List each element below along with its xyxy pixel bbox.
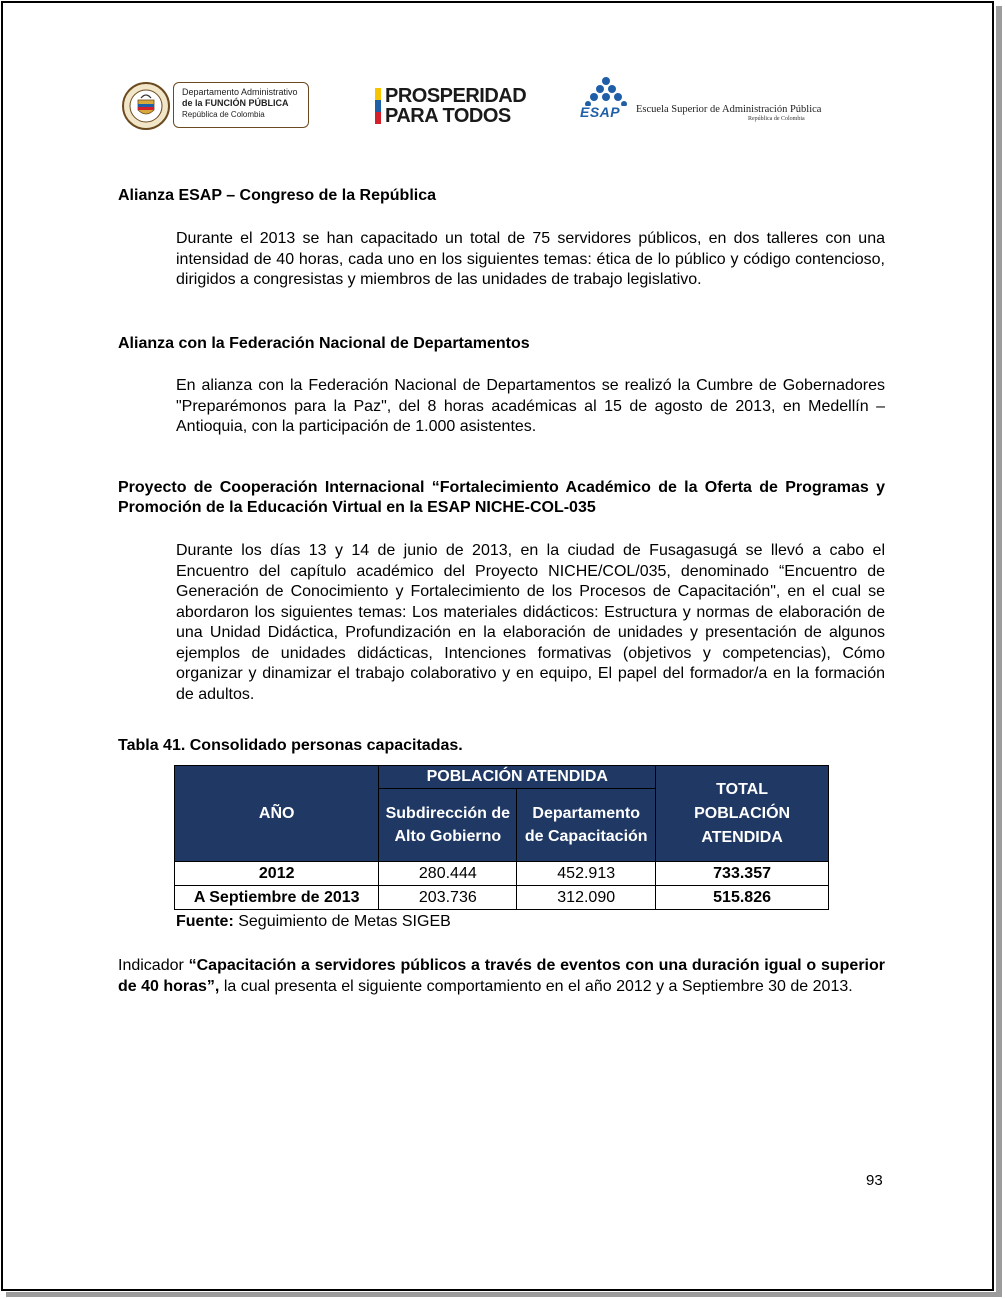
- esap-sub: República de Colombia: [748, 116, 805, 122]
- col-dep-header: Departamento de Capacitación: [517, 789, 656, 862]
- page-shadow-bottom: [6, 1292, 1002, 1297]
- section-body-niche: Durante los días 13 y 14 de junio de 2013, en la ciudad de Fusagasugá se llevó a cabo el Encuentro del capítulo académico del Proyecto NICHE/COL/035, denominado “Encuentro de Generación de Conocimiento y Fortalecimiento de los Procesos de Capacitación", en el cual se abordaron los siguientes temas: Los materiales didácticos: Estructura y normas de elaboración de una Unidad Didáctica, Profundización en la elaboración de unidades y presentación de algunos ejemplos de unidades didácticas, Intenciones formativas (objetivos y competencias), Cómo organizar y dinamizar el trabajo colaborativo y en equipo, El papel del formador/a en la formación de adultos.: [176, 542, 885, 703]
- row-year: A Septiembre de 2013: [175, 886, 379, 910]
- esap-wordmark: ESAP: [580, 104, 621, 120]
- esap-name: Escuela Superior de Administración Pública: [636, 104, 822, 115]
- prosperidad-logo: [375, 86, 530, 128]
- page-number: 93: [866, 1172, 883, 1189]
- col-year-header: AÑO: [175, 766, 379, 862]
- source-text: Seguimiento de Metas SIGEB: [233, 913, 451, 930]
- row-year: 2012: [175, 862, 379, 886]
- indicator-bold: “Capacitación a servidores públicos a través de eventos con una duración igual o superior de 40 horas”,: [118, 957, 885, 995]
- indicator-paragraph: [118, 955, 885, 997]
- row-dep: 452.913: [517, 862, 656, 886]
- indicator-suffix: la cual presenta el siguiente comportamiento en el año 2012 y a Septiembre 30 de 2013.: [219, 978, 853, 995]
- row-sub: 203.736: [379, 886, 517, 910]
- col-total-header: TOTAL POBLACIÓN ATENDIDA: [656, 766, 829, 862]
- row-sub: 280.444: [379, 862, 517, 886]
- fp-line2: de la FUNCIÓN PÚBLICA: [182, 98, 289, 108]
- section-body-congreso: Durante el 2013 se han capacitado un total de 75 servidores públicos, en dos talleres con una intensidad de 40 horas, cada uno en los siguientes temas: ética de lo público y código contencioso, dirigidos a congresistas y miembros de las unidades de trabajo legislativo.: [176, 230, 885, 288]
- table-source: [176, 913, 451, 931]
- table-row: [175, 862, 829, 886]
- indicator-prefix: Indicador: [118, 957, 189, 974]
- funcion-publica-logo: [121, 80, 311, 132]
- section-body-federacion: En alianza con la Federación Nacional de Departamentos se realizó la Cumbre de Gobernadores "Preparémonos para la Paz", del 8 horas académicas al 15 de agosto de 2013, en Medellín – Antioquia, con la participación de 1.000 asistentes.: [176, 377, 885, 435]
- table-row: [175, 886, 829, 910]
- table-caption: Tabla 41. Consolidado personas capacitadas.: [118, 737, 463, 754]
- funcion-publica-label: [173, 82, 309, 128]
- section-heading-congreso: Alianza ESAP – Congreso de la República: [118, 187, 437, 204]
- row-total: 733.357: [656, 862, 829, 886]
- consolidated-table: [174, 765, 829, 910]
- esap-logo: [578, 76, 822, 128]
- colombia-seal-icon: [121, 80, 171, 132]
- prosperidad-line2: PARA TODOS: [385, 105, 511, 127]
- table-header-row: [175, 766, 829, 789]
- fp-line3: República de Colombia: [182, 110, 265, 119]
- section-heading-niche: Proyecto de Cooperación Internacional “Fortalecimiento Académico de la Oferta de Programas y Promoción de la Educación Virtual en la ESAP NICHE-COL-035: [118, 479, 885, 516]
- row-total: 515.826: [656, 886, 829, 910]
- flag-bars-icon: [375, 88, 381, 124]
- fp-line1: Departamento Administrativo: [182, 87, 298, 97]
- page-shadow-right: [996, 6, 1002, 1296]
- prosperidad-text: [385, 86, 526, 126]
- source-label: Fuente:: [176, 913, 234, 930]
- prosperidad-line1: PROSPERIDAD: [385, 85, 527, 107]
- group-header: POBLACIÓN ATENDIDA: [379, 766, 656, 789]
- esap-dots-icon: [578, 76, 634, 106]
- col-sub-header: Subdirección de Alto Gobierno: [379, 789, 517, 862]
- section-heading-federacion: Alianza con la Federación Nacional de Departamentos: [118, 335, 530, 352]
- row-dep: 312.090: [517, 886, 656, 910]
